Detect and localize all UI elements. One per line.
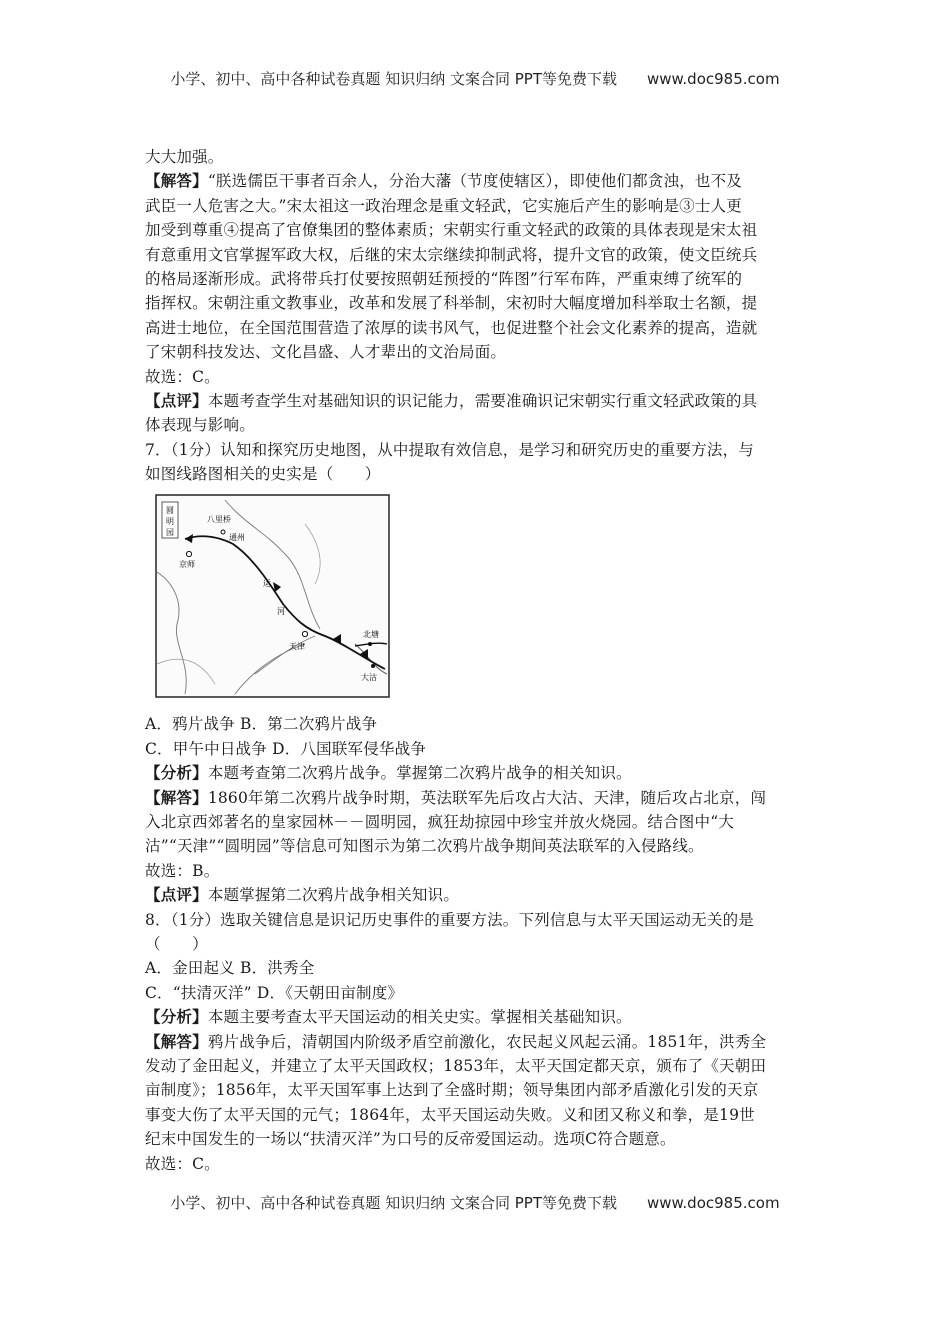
q8-options-line-2: C．“扶清灭洋” D．《天朝田亩制度》: [145, 983, 404, 1002]
page-footer: [0, 1192, 950, 1213]
analysis-tag: 【分析】: [145, 1007, 208, 1027]
q8-stem-line-1: 8．（1分）选取关键信息是识记历史事件的重要方法。下列信息与太平天国运动无关的是: [145, 910, 754, 929]
q7-options-line-2: C．甲午中日战争 D．八国联军侵华战争: [145, 739, 427, 758]
q8-stem-line-2: （ ）: [145, 934, 208, 953]
q8-options-line-1: A．金田起义 B．洪秀全: [145, 959, 315, 978]
analysis-tag: 【分析】: [145, 763, 208, 783]
q7-stem-line-1: 7．（1分）认知和探究历史地图，从中提取有效信息，是学习和研究历史的重要方法，与: [145, 440, 754, 459]
q7-answer-line-1: 【解答】1860年第二次鸦片战争时期，英法联军先后攻占大沽、天津，随后攻占北京，闯: [145, 787, 767, 807]
answer-tag: 【解答】: [145, 787, 208, 807]
tongzhou-label: 通州: [229, 533, 245, 543]
river-label-1: 运: [263, 579, 271, 589]
tianjin-marker: [302, 632, 307, 637]
q6-comment-line-1: 【点评】本题考查学生对基础知识的识记能力，需要准确识记宋朝实行重文轻武政策的具: [145, 390, 758, 410]
q8-answer-line-3: 亩制度》；1856年，太平天国军事上达到了全盛时期；领导集团内部矛盾激化引发的天京: [145, 1081, 759, 1100]
route-map-svg: [155, 494, 391, 700]
page-header: [0, 68, 950, 89]
q8-choice: 故选：C。: [145, 1154, 220, 1173]
q6-answer-line-5: 的格局逐渐形成。武将带兵打仗要按照朝廷预授的“阵图”行军布阵，严重束缚了统军的: [145, 269, 743, 288]
q6-comment-line-2: 体表现与影响。: [145, 416, 255, 435]
q7-options-line-1: A．鸦片战争 B．第二次鸦片战争: [145, 715, 378, 734]
baliqiao-label: 八里桥: [207, 515, 231, 525]
route-map: [155, 494, 391, 700]
q6-answer-line-3: 加受到尊重④提高了官僚集团的整体素质；宋朝实行重文轻武的政策的具体表现是宋太祖: [145, 221, 758, 240]
q6-answer-line-8: 了宋朝科技发达、文化昌盛、人才辈出的文治局面。: [145, 343, 507, 362]
jingshi-label: 京师: [179, 560, 195, 570]
river-label-2: 河: [277, 607, 285, 617]
q8-answer-line-1: 【解答】鸦片战争后，清朝国内阶级矛盾空前激化，农民起义风起云涌。1851年，洪秀全: [145, 1031, 767, 1051]
comment-tag: 【点评】: [145, 885, 208, 905]
answer-tag: 【解答】: [145, 1031, 208, 1051]
beitang-label: 北塘: [363, 630, 379, 640]
q8-answer-line-4: 事变大伤了太平天国的元气；1864年，太平天国运动失败。义和团又称义和拳，是19世: [145, 1105, 755, 1124]
q6-answer-line-1: 【解答】“朕选儒臣干事者百余人，分治大藩（节度使辖区），即使他们都贪浊，也不及: [145, 171, 742, 191]
q7-stem-line-2: 如图线路图相关的史实是（ ）: [145, 465, 381, 484]
q7-analysis: 【分析】本题考查第二次鸦片战争。掌握第二次鸦片战争的相关知识。: [145, 763, 632, 783]
dagu-marker: [371, 664, 375, 668]
q8-analysis: 【分析】本题主要考查太平天国运动的相关史实。掌握相关基础知识。: [145, 1007, 632, 1027]
q7-comment: 【点评】本题掌握第二次鸦片战争相关知识。: [145, 885, 460, 905]
header-text: 小学、初中、高中各种试卷真题 知识归纳 文案合同 PPT等免费下载: [170, 70, 617, 88]
map-frame: [156, 495, 389, 697]
footer-site[interactable]: www.doc985.com: [646, 1194, 780, 1212]
document-body: [145, 145, 813, 1176]
q7-answer-line-2: 入北京西郊著名的皇家园林－－圆明园，疯狂劫掠园中珍宝并放火烧园。结合图中“大: [145, 813, 735, 832]
q6-answer-line-6: 指挥权。宋朝注重文教事业，改革和发展了科举制，宋初时大幅度增加科举取士名额，提: [145, 294, 758, 313]
beitang-marker: [368, 642, 372, 646]
q6-answer-line-2: 武臣一人危害之大。”宋太祖这一政治理念是重文轻武，它实施后产生的影响是③士人更: [145, 196, 742, 215]
dagu-label: 大沽: [361, 673, 377, 683]
q6-answer-line-4: 有意重用文官掌握军政大权，后继的宋太宗继续抑制武将，提升文官的政策，使文臣统兵: [145, 245, 758, 264]
q6-choice: 故选：C。: [145, 367, 220, 386]
q6-continuation: 大大加强。: [145, 148, 224, 166]
q7-choice: 故选：B。: [145, 861, 220, 880]
yuanmingyuan-label: 圆明园: [166, 506, 174, 538]
comment-tag: 【点评】: [145, 390, 208, 410]
tianjin-label: 天津: [289, 642, 305, 652]
header-site[interactable]: www.doc985.com: [646, 70, 780, 88]
q7-answer-line-3: 沽”“天津”“圆明园”等信息可知图示为第二次鸦片战争期间英法联军的入侵路线。: [145, 837, 704, 856]
q8-answer-line-5: 纪末中国发生的一场以“扶清灭洋”为口号的反帝爱国运动。选项C符合题意。: [145, 1130, 676, 1149]
footer-text: 小学、初中、高中各种试卷真题 知识归纳 文案合同 PPT等免费下载: [170, 1194, 617, 1212]
answer-tag: 【解答】: [145, 171, 208, 191]
q8-answer-line-2: 发动了金田起义，并建立了太平天国政权；1853年，太平天国定都天京，颁布了《天朝田: [145, 1056, 767, 1075]
q6-answer-line-7: 高进士地位，在全国范围营造了浓厚的读书风气，也促进整个社会文化素养的提高，造就: [145, 318, 758, 337]
